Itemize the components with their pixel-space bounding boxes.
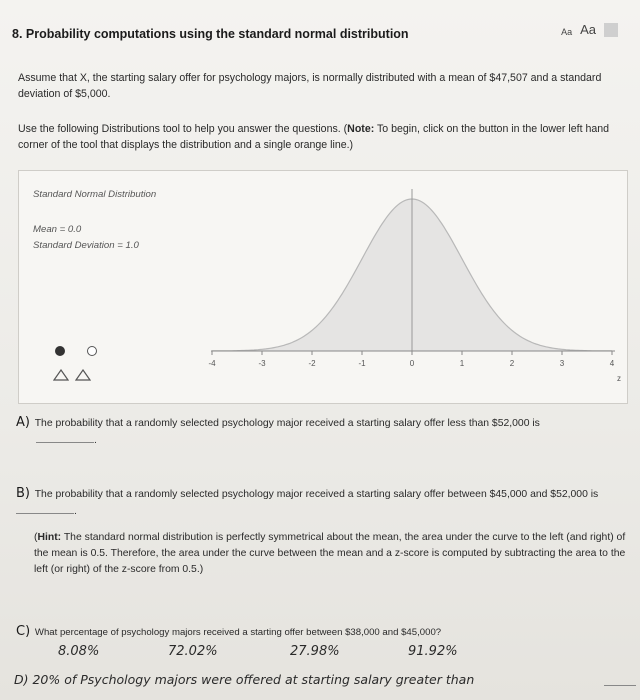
option-c-3[interactable]: 27.98%: [290, 644, 340, 659]
normal-curve-plot[interactable]: [19, 171, 627, 403]
z-tick-label: 1: [459, 359, 465, 368]
answer-a-dropdown[interactable]: [36, 432, 94, 443]
hint-body: The standard normal distribution is perfectly symmetrical about the mean, the area under the curve to the left (and right) of the mean is 0.5. Therefore, the area under the curve between the mean and a z-score is computed by subtracting the area to the left (or right) of the z-score from 0.5.): [34, 532, 626, 575]
question-a-end: .: [94, 435, 97, 446]
font-decrease-button[interactable]: Aa: [561, 27, 573, 37]
z-tick-label: 2: [509, 359, 515, 368]
page-title: 8. Probability computations using the standard normal distribution: [12, 27, 409, 41]
question-b: [16, 486, 621, 520]
tool-title: Standard Normal Distribution: [33, 189, 157, 200]
radio-two-lines[interactable]: [87, 346, 97, 356]
double-line-triangle-icon[interactable]: [75, 369, 91, 381]
answer-b-dropdown[interactable]: [16, 503, 74, 514]
z-tick-label: 4: [609, 359, 615, 368]
radio-single-line[interactable]: [55, 346, 65, 356]
question-d-handwritten: D) 20% of Psychology majors were offered at starting salary greater than: [14, 672, 475, 687]
question-a: [16, 415, 621, 449]
tool-sd-label: Standard Deviation = 1.0: [33, 240, 139, 251]
mode-radio-group: [55, 346, 97, 356]
distributions-tool[interactable]: [18, 170, 628, 404]
instructions-suffix: To begin, click on the button in the lower left hand corner of the tool that displays the distribution and a single orange line.): [18, 123, 610, 151]
z-tick-label: -2: [308, 359, 316, 368]
single-line-triangle-icon[interactable]: [53, 369, 69, 381]
instructions-prefix: Use the following Distributions tool to help you answer the questions. (: [18, 123, 348, 135]
problem-intro: Assume that X, the starting salary offer for psychology majors, is normally distributed with a mean of $47,507 and a standard deviation of $5,000.: [18, 72, 602, 100]
tool-instructions: [18, 121, 618, 153]
answer-d-blank[interactable]: [604, 685, 636, 686]
question-a-letter: A): [16, 415, 30, 430]
hint-label: Hint:: [37, 532, 62, 543]
z-tick-label: 0: [409, 359, 415, 368]
option-c-1[interactable]: 8.08%: [58, 644, 100, 659]
option-c-4[interactable]: 91.92%: [408, 644, 458, 659]
question-c-text: What percentage of psychology majors received a starting offer between $38,000 and $45,000?: [34, 627, 442, 638]
z-tick-label: 3: [559, 359, 565, 368]
z-tick-label: -3: [258, 359, 266, 368]
question-b-letter: B): [16, 486, 30, 501]
print-icon[interactable]: [604, 23, 618, 37]
hint-open: (: [34, 532, 38, 543]
z-tick-label: -4: [208, 359, 216, 368]
tool-mean-label: Mean = 0.0: [33, 224, 82, 235]
z-tick-label: -1: [358, 359, 366, 368]
question-b-end: .: [74, 506, 77, 517]
font-increase-button[interactable]: Aa: [580, 22, 596, 37]
hint-text: [34, 530, 634, 578]
z-axis-label: z: [617, 374, 621, 383]
question-a-text: The probability that a randomly selected psychology major received a starting salary offer less than $52,000 is: [34, 418, 540, 429]
option-c-2[interactable]: 72.02%: [168, 644, 218, 659]
question-c: [16, 624, 621, 641]
question-c-letter: C): [16, 624, 31, 639]
question-b-text: The probability that a randomly selected psychology major received a starting salary offer between $45,000 and $52,000 is: [34, 489, 599, 500]
instructions-note-label: Note:: [347, 123, 375, 135]
line-buttons: [53, 369, 91, 381]
font-size-controls: [561, 22, 618, 37]
z-axis-ticks: [208, 351, 614, 368]
